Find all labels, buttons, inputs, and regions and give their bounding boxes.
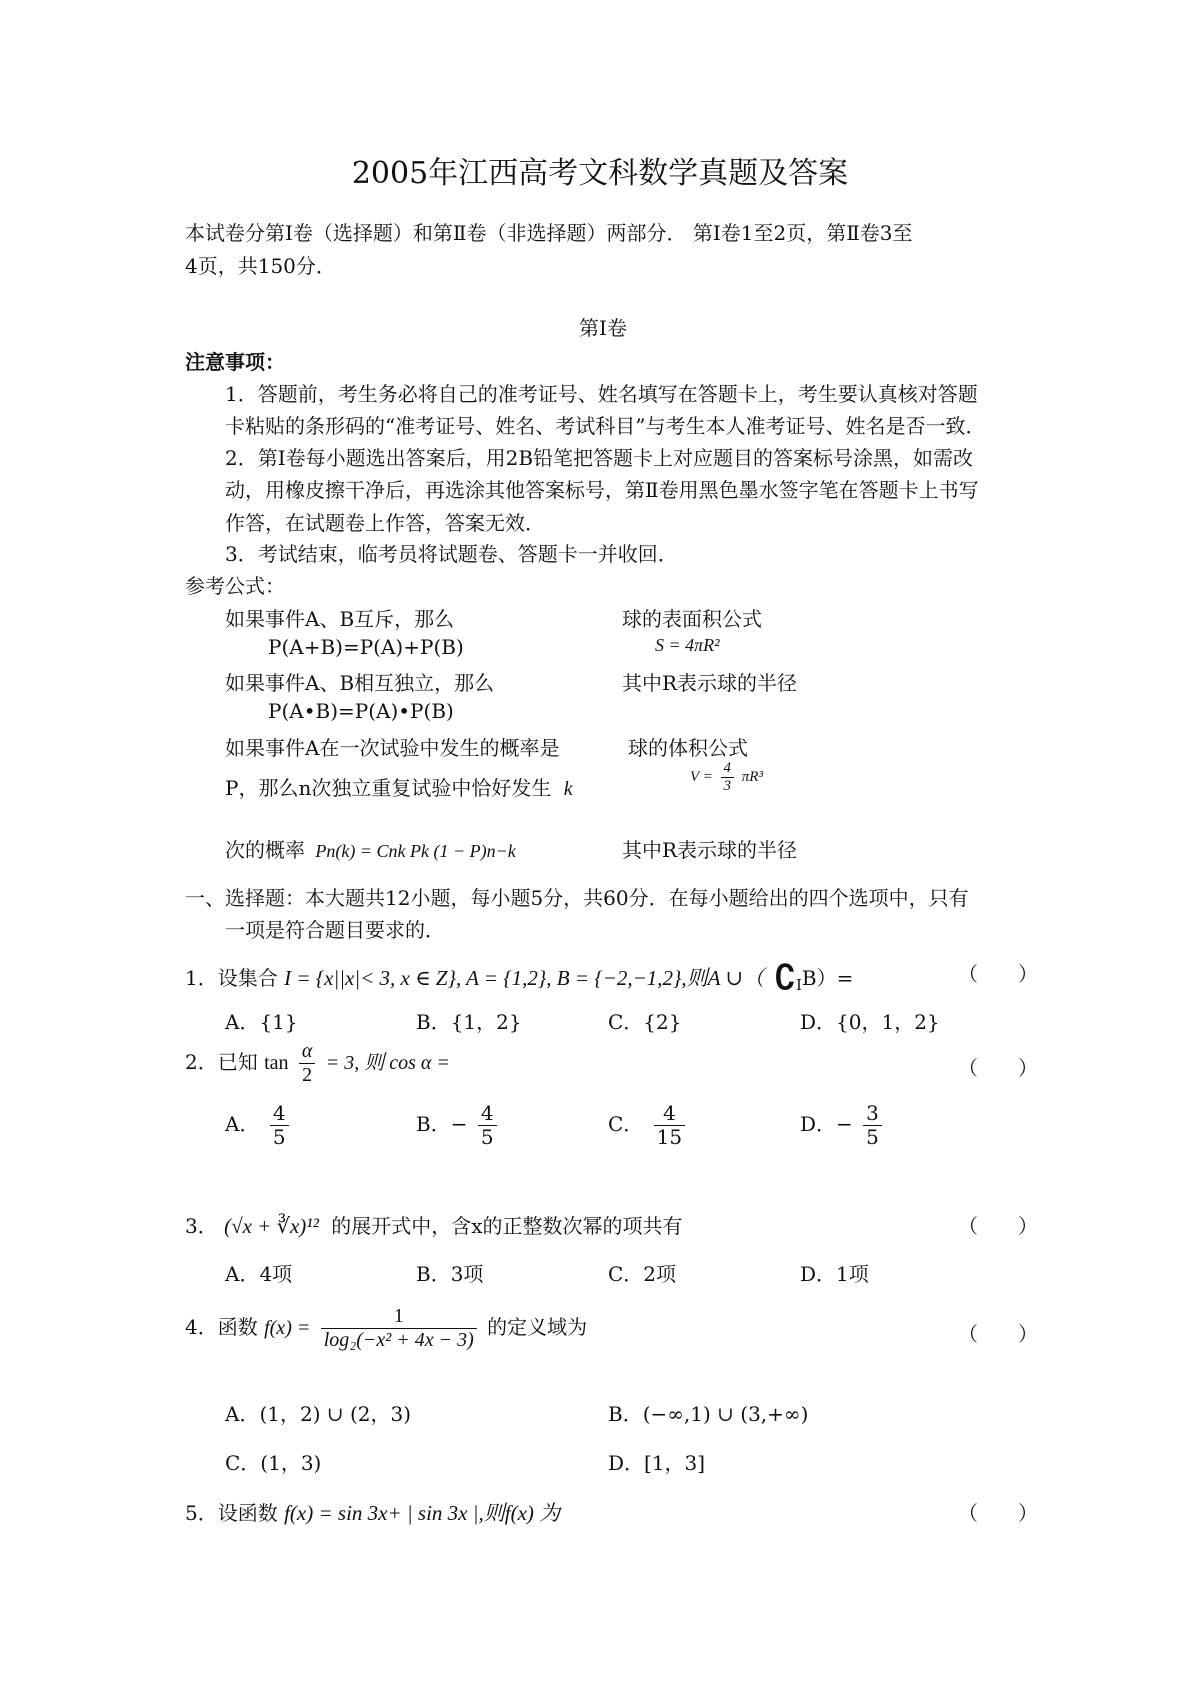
tan-text: tan xyxy=(264,1052,289,1074)
formula-right-1: 球的表面积公式 xyxy=(622,607,762,631)
volume-fraction xyxy=(721,760,735,796)
volume-denominator: 3 xyxy=(723,778,732,795)
option-fraction xyxy=(478,1102,497,1149)
question-1-stem xyxy=(185,958,853,998)
formula-left-6-k: k xyxy=(563,778,573,800)
question-4-option-a: A．(1，2) ∪ (2，3) xyxy=(225,1402,412,1426)
notice-heading: 注意事项： xyxy=(185,350,285,374)
option-numerator: 4 xyxy=(478,1102,497,1126)
page-title: 2005年江西高考文科数学真题及答案 xyxy=(351,156,849,191)
formula-left-2: P(A+B)=P(A)+P(B) xyxy=(268,635,464,659)
domain-denominator: log₂(−x² + 4x − 3) xyxy=(323,1329,474,1351)
answer-bracket: （ ） xyxy=(958,1214,1038,1238)
question-3-option-d: D．1项 xyxy=(800,1262,869,1286)
question-1-math: I = {x||x|< 3, x ∈ Z}, A = {1,2}, B = {−2,−1,2},则A ∪（ xyxy=(284,966,764,990)
question-4-label: 4．函数 xyxy=(185,1315,258,1339)
question-4-option-b: B．(−∞,1) ∪ (3,+∞) xyxy=(608,1402,809,1426)
volume-numerator: 4 xyxy=(721,760,735,778)
question-1-label: 1．设集合 xyxy=(185,966,278,990)
question-3-tail: 的展开式中，含x的正整数次幂的项共有 xyxy=(331,1214,683,1238)
formula-left-7-prefix: 次的概率 xyxy=(225,838,305,862)
question-1-option-b: B．{1，2} xyxy=(416,1010,522,1034)
notice-line: 动，用橡皮擦干净后，再选涂其他答案标号，第Ⅱ卷用黑色墨水签字笔在答题卡上书写 xyxy=(225,478,979,502)
complement-symbol: ∁ xyxy=(774,958,796,998)
volume-prefix: V = xyxy=(690,769,713,786)
question-4-stem xyxy=(185,1305,587,1352)
question-4-tail: 的定义域为 xyxy=(487,1315,588,1339)
volume-heading: 第Ⅰ卷 xyxy=(579,316,627,340)
formula-left-5: 如果事件A在一次试验中发生的概率是 xyxy=(225,736,560,760)
formula-left-1: 如果事件A、B互斥，那么 xyxy=(225,607,455,631)
sphere-volume-formula xyxy=(690,760,763,796)
question-4-fx: f(x) = xyxy=(264,1317,311,1339)
formula-left-6 xyxy=(225,772,573,801)
question-2-option-d xyxy=(800,1102,886,1149)
option-numerator: 4 xyxy=(270,1102,289,1126)
binomial-formula: Pn(k) = Cnk Pk (1 − P)n−k xyxy=(315,841,516,861)
formula-left-6-text: P，那么n次独立重复试验中恰好发生 xyxy=(225,776,552,800)
question-3-option-a: A．4项 xyxy=(225,1262,293,1286)
option-label: D．− xyxy=(800,1112,853,1136)
half-angle-numerator: α xyxy=(299,1040,316,1064)
intro-line-2: 4页，共150分． xyxy=(185,254,336,278)
sphere-area-formula: S = 4πR² xyxy=(655,635,720,655)
question-1-option-d: D．{0，1，2} xyxy=(800,1010,940,1034)
option-numerator: 3 xyxy=(863,1102,882,1126)
notice-line: 作答，在试题卷上作答，答案无效． xyxy=(225,511,545,535)
formula-left-7 xyxy=(225,834,516,863)
question-3-stem xyxy=(185,1210,683,1239)
question-5-expr: f(x) = sin 3x+ | sin 3x |,则f(x) 为 xyxy=(284,1501,561,1525)
question-3-label: 3． xyxy=(185,1214,218,1238)
formula-right-4: 球的体积公式 xyxy=(628,736,748,760)
option-fraction xyxy=(270,1102,289,1149)
volume-suffix: πR³ xyxy=(741,769,763,786)
option-denominator: 5 xyxy=(480,1125,494,1149)
option-fraction xyxy=(863,1102,882,1149)
question-5-label: 5．设函数 xyxy=(185,1501,278,1525)
option-numerator: 4 xyxy=(654,1102,685,1126)
formula-left-3: 如果事件A、B相互独立，那么 xyxy=(225,671,495,695)
formulas-heading: 参考公式： xyxy=(185,574,285,598)
question-2-option-a xyxy=(225,1102,293,1149)
option-denominator: 15 xyxy=(656,1125,683,1149)
notice-line: 3．考试结束，临考员将试题卷、答题卡一并收回． xyxy=(225,542,678,566)
question-1-option-c: C．{2} xyxy=(608,1010,682,1034)
half-angle-denominator: 2 xyxy=(302,1064,313,1086)
option-denominator: 5 xyxy=(866,1125,879,1149)
option-label: A． xyxy=(225,1112,260,1136)
option-denominator: 5 xyxy=(272,1125,286,1149)
answer-bracket: （ ） xyxy=(958,1056,1038,1080)
option-label: B．− xyxy=(416,1112,468,1136)
intro-line-1: 本试卷分第Ⅰ卷（选择题）和第Ⅱ卷（非选择题）两部分． 第Ⅰ卷1至2页，第Ⅱ卷3至 xyxy=(185,221,913,245)
answer-bracket: （ ） xyxy=(958,962,1038,986)
question-2-option-b xyxy=(416,1102,501,1149)
question-2-label: 2．已知 xyxy=(185,1050,258,1074)
notice-line: 1．答题前，考生务必将自己的准考证号、姓名填写在答题卡上，考生要认真核对答题 xyxy=(225,382,978,406)
question-4-option-d: D．[1，3] xyxy=(608,1451,706,1475)
domain-numerator: 1 xyxy=(321,1305,477,1329)
formula-left-4: P(A•B)=P(A)•P(B) xyxy=(268,699,454,723)
question-5-stem xyxy=(185,1497,560,1527)
option-fraction xyxy=(654,1102,685,1149)
question-1-option-a: A．{1} xyxy=(225,1010,298,1034)
option-label: C． xyxy=(608,1112,644,1136)
question-2-tail: = 3, 则 cos α = xyxy=(325,1052,450,1074)
domain-fraction xyxy=(321,1305,477,1352)
half-angle-fraction xyxy=(299,1040,316,1087)
question-1-tail: B）= xyxy=(801,966,854,990)
answer-bracket: （ ） xyxy=(958,1322,1038,1346)
formula-right-3: 其中R表示球的半径 xyxy=(622,671,798,695)
complement-subscript: I xyxy=(795,976,802,994)
question-2-option-c xyxy=(608,1102,689,1149)
formula-right-6: 其中R表示球的半径 xyxy=(622,838,798,862)
notice-line: 2．第Ⅰ卷每小题选出答案后，用2B铅笔把答题卡上对应题目的答案标号涂黑，如需改 xyxy=(225,446,974,470)
notice-line: 卡粘贴的条形码的“准考证号、姓名、考试科目”与考生本人准考证号、姓名是否一致． xyxy=(225,414,986,438)
section-line-2: 一项是符合题目要求的． xyxy=(225,918,445,942)
question-3-option-b: B．3项 xyxy=(416,1262,484,1286)
question-2-stem xyxy=(185,1040,450,1087)
section-line-1: 一、选择题：本大题共12小题，每小题5分，共60分．在每小题给出的四个选项中，只有 xyxy=(185,886,969,910)
question-4-option-c: C．(1，3) xyxy=(225,1451,322,1475)
question-3-option-c: C．2项 xyxy=(608,1262,677,1286)
answer-bracket: （ ） xyxy=(958,1501,1038,1525)
question-3-expr: (√x + ∛x)¹² xyxy=(224,1214,319,1238)
